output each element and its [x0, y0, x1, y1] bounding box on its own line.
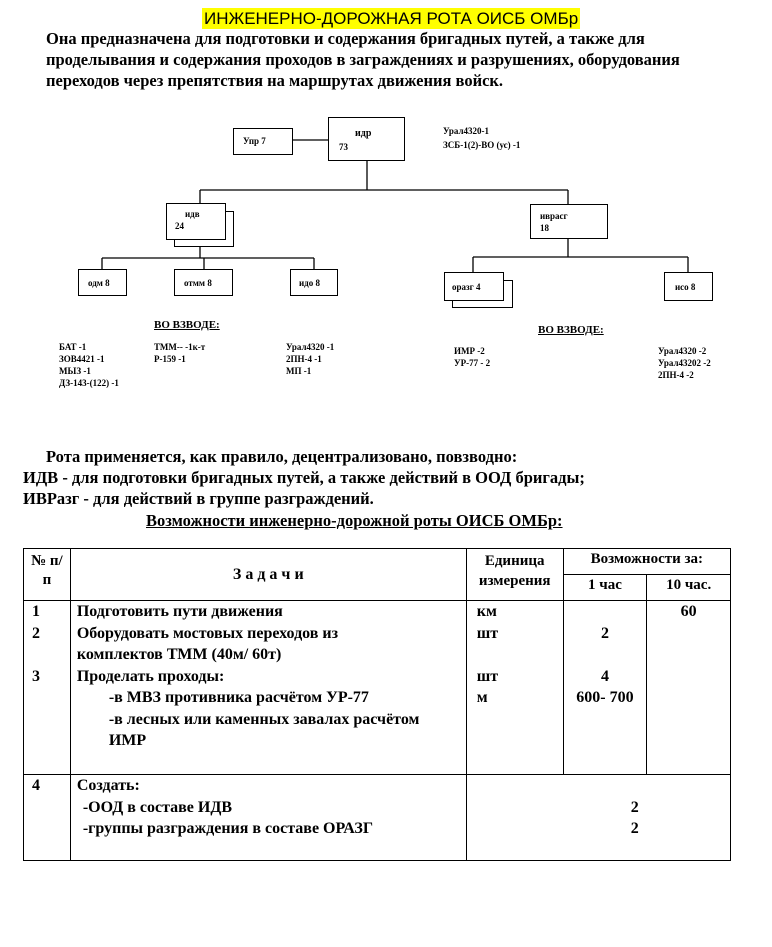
- org-box-iso-label: исо 8: [675, 282, 696, 292]
- task-subtext: -в МВЗ противника расчётом УР-77: [108, 689, 369, 706]
- row-num: 2: [32, 624, 40, 642]
- org-box-idv-count: 24: [175, 221, 184, 231]
- org-box-odm: [78, 269, 127, 296]
- org-box-orazg: [444, 272, 504, 301]
- usage-line-1: Рота применяется, как правило, децентрализовано, повзводно:: [46, 447, 518, 466]
- unit-text: шт: [476, 624, 499, 642]
- row-num-cell: [24, 601, 71, 775]
- equipment-item: Р-159 -1: [154, 354, 186, 364]
- value-1hour: 600- 700: [576, 689, 634, 706]
- org-box-orazg-label: оразг 4: [452, 282, 481, 292]
- org-box-idv: [166, 203, 226, 240]
- row-10hour-cell: [647, 601, 731, 775]
- ivrazg-equipment-col2: [658, 345, 711, 381]
- equipment-item: Урал4320 -1: [286, 342, 335, 352]
- equipment-item: ЗОВ4421 -1: [59, 354, 105, 364]
- value-1hour: 4: [600, 667, 609, 685]
- top-equipment-item: ЗСБ-1(2)-ВО (ус) -1: [443, 140, 521, 150]
- equipment-item: БАТ -1: [59, 342, 87, 352]
- equipment-item: ДЗ-143-(122) -1: [59, 378, 119, 388]
- equipment-item: 2ПН-4 -1: [286, 354, 322, 364]
- row-num: 4: [32, 777, 40, 794]
- row-1hour-cell: [563, 601, 647, 775]
- row-task-cell: [70, 601, 466, 775]
- equipment-item: Урал43202 -2: [658, 358, 711, 368]
- org-box-ivrazg-count: 18: [540, 223, 549, 233]
- task-subtext: -ООД в составе ИДВ: [82, 798, 233, 816]
- row-num: 3: [32, 667, 40, 685]
- intro-paragraph: Она предназначена для подготовки и содержания бригадных путей, а также для проделывания и содержания проходов в заграждениях и разрушениях, оборудования переходов через препятствия на маршрутах движения войск.: [46, 29, 680, 90]
- unit-text: шт: [476, 667, 499, 685]
- org-box-ivrazg: [530, 204, 608, 239]
- header-unit: Единица измерения: [466, 549, 563, 601]
- org-box-ido: [290, 269, 338, 296]
- org-box-idr: [328, 117, 405, 161]
- org-box-ivrazg-name: иврасг: [540, 211, 568, 221]
- idv-equipment-col2: [154, 341, 205, 365]
- value-total: 2: [630, 820, 639, 837]
- equipment-item: МЫЗ -1: [59, 366, 91, 376]
- org-box-idr-count: 73: [339, 142, 348, 152]
- top-equipment-list: [443, 124, 520, 152]
- org-box-otmm-label: отмм 8: [184, 278, 212, 288]
- equipment-item: Урал4320 -2: [658, 346, 707, 356]
- row-unit-cell: [466, 601, 563, 775]
- row-task-cell: [70, 775, 466, 861]
- table-row: [24, 775, 731, 861]
- usage-line-3: ИВРазг - для действий в группе разграждений.: [23, 489, 374, 508]
- value-1hour: 2: [600, 624, 609, 642]
- task-text: Проделать проходы:: [76, 667, 225, 685]
- task-text: Подготовить пути движения: [76, 603, 283, 620]
- header-num: № п/п: [24, 549, 71, 601]
- equipment-item: ИМР -2: [454, 346, 485, 356]
- org-box-ido-label: идо 8: [299, 278, 320, 288]
- header-1-hour: 1 час: [563, 575, 647, 601]
- row-num-cell: [24, 775, 71, 861]
- ivrazg-platoon-label: ВО ВЗВОДЕ:: [538, 324, 604, 336]
- row4-values-cell: [466, 775, 730, 861]
- task-subtext: -в лесных или каменных завалах расчётом ИМР: [108, 710, 420, 749]
- value-10hours: 60: [680, 603, 697, 620]
- header-tasks: З а д а ч и: [70, 549, 466, 601]
- org-box-upr-label: Упр 7: [243, 136, 266, 146]
- table-row: [24, 601, 731, 775]
- task-text: Оборудовать мостовых переходов из комплектов ТММ (40м/ 60т): [76, 624, 339, 663]
- org-box-upr: [233, 128, 293, 155]
- task-subtext: -группы разграждения в составе ОРАЗГ: [82, 820, 373, 837]
- org-box-otmm: [174, 269, 233, 296]
- equipment-item: 2ПН-4 -2: [658, 370, 694, 380]
- org-box-odm-label: одм 8: [88, 278, 110, 288]
- org-box-iso: [664, 272, 713, 301]
- top-equipment-item: Урал4320-1: [443, 126, 489, 136]
- idv-equipment-col1: [59, 341, 119, 389]
- task-text: Создать:: [76, 777, 140, 794]
- page-title: ИНЖЕНЕРНО-ДОРОЖНАЯ РОТА ОИСБ ОМБр: [204, 9, 579, 28]
- org-box-idv-name: идв: [185, 209, 200, 219]
- equipment-item: УР-77 - 2: [454, 358, 491, 368]
- equipment-item: ТММ-- -1к-т: [154, 342, 206, 352]
- header-10-hours: 10 час.: [647, 575, 731, 601]
- usage-line-2: ИДВ - для подготовки бригадных путей, а также действий в ООД бригады;: [23, 468, 585, 487]
- table-header-row: [24, 549, 731, 575]
- ivrazg-equipment-col1: [454, 345, 490, 369]
- unit-text: м: [476, 689, 488, 706]
- org-box-idr-name: идр: [355, 128, 372, 139]
- unit-text: км: [476, 603, 497, 620]
- header-capabilities: Возможности за:: [563, 549, 730, 575]
- idv-platoon-label: ВО ВЗВОДЕ:: [154, 319, 220, 331]
- capabilities-table: [23, 548, 731, 861]
- idv-equipment-col3: [286, 341, 334, 377]
- row-num: 1: [32, 603, 40, 620]
- equipment-item: МП -1: [286, 366, 312, 376]
- value-total: 2: [630, 798, 639, 816]
- capabilities-title: Возможности инженерно-дорожной роты ОИСБ ОМБр:: [146, 511, 563, 530]
